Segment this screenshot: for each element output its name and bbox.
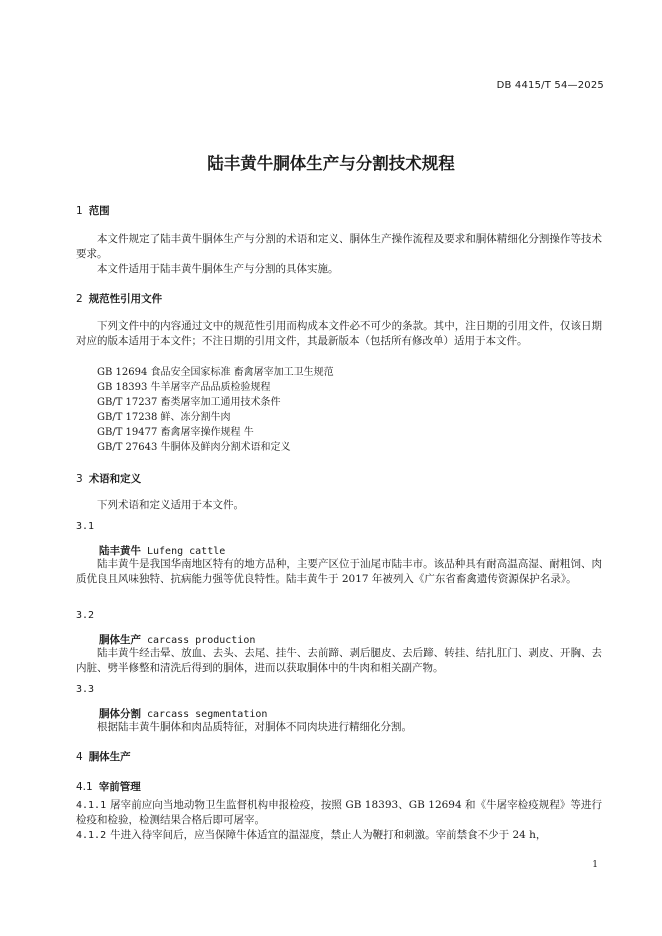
section-number: 2 [76,293,83,305]
section-2-paragraph-1: 下列文件中的内容通过文中的规范性引用而构成本文件必不可少的条款。其中，注日期的引用文件，仅该日期对应的版本适用于本文件；不注日期的引用文件，其最新版本（包括所有修改单）适用于本文件。 [76,320,602,347]
section-3-paragraph-1: 下列术语和定义适用于本文件。 [97,499,244,511]
reference-item: GB 12694 食品安全国家标准 畜禽屠宰加工卫生规范 [97,367,334,378]
term-number: 3.1 [76,521,95,532]
reference-item: GB/T 19477 畜禽屠宰操作规程 牛 [97,427,254,438]
clause-text: 屠宰前应向当地动物卫生监督机构申报检疫，按照 GB 18393、GB 12694 和《牛屠宰检疫规程》等进行检疫和检验，检测结果合格后即可屠宰。 [76,799,602,826]
subsection-4-1-heading [76,779,141,794]
section-title: 胴体生产 [88,751,131,763]
term-name [99,632,255,647]
term-definition: 陆丰黄牛经击晕、放血、去头、去尾、挂牛、去前蹄、剥后腿皮、去后蹄、转挂、结扎肛门、剥皮、开胸、去内脏、劈半修整和清洗后得到的胴体，进而以获取胴体中的牛肉和相关副产物。 [76,647,602,674]
section-title: 术语和定义 [88,473,142,485]
clause-4-1-1 [76,798,602,828]
section-3-heading [76,471,141,486]
section-title: 规范性引用文件 [88,293,163,305]
term-definition: 陆丰黄牛是我国华南地区特有的地方品种，主要产区位于汕尾市陆丰市。该品种具有耐高温高湿、耐粗饲、肉质优良且风味独特、抗病能力强等优良特性。陆丰黄牛于 2017 年被列入《广东省畜禽遗传资源保护名录》。 [76,558,602,585]
term-name [99,706,267,721]
subsection-number: 4.1 [76,781,93,793]
clause-text: 牛进入待宰间后，应当保障牛体适宜的温湿度，禁止人为鞭打和刺激。宰前禁食不少于 24 h， [110,829,547,841]
section-number: 4 [76,751,83,763]
term-number: 3.3 [76,684,95,695]
section-2-heading [76,291,162,306]
term-name-en: Lufeng cattle [147,546,226,557]
document-title: 陆丰黄牛胴体生产与分割技术规程 [207,154,455,173]
subsection-title: 宰前管理 [98,781,141,793]
reference-item: GB/T 27643 牛胴体及鲜肉分割术语和定义 [97,442,291,453]
page-number: 1 [592,860,598,870]
section-1-heading [76,203,110,218]
clause-4-1-2 [76,828,602,843]
reference-item: GB 18393 牛羊屠宰产品品质检验规程 [97,382,271,393]
term-name-zh: 胴体生产 [99,634,141,646]
section-1-paragraph-2: 本文件适用于陆丰黄牛胴体生产与分割的具体实施。 [97,263,339,275]
section-title: 范围 [88,205,110,217]
section-number: 3 [76,473,83,485]
clause-number: 4.1.2 [76,830,107,841]
reference-item: GB/T 17237 畜类屠宰加工通用技术条件 [97,397,281,408]
term-name-en: carcass segmentation [147,709,268,720]
clause-number: 4.1.1 [76,800,107,811]
term-name-en: carcass production [147,635,256,646]
term-name [99,543,225,558]
term-definition: 根据陆丰黄牛胴体和肉品质特征，对胴体不同肉块进行精细化分割。 [97,721,412,733]
term-number: 3.2 [76,610,95,621]
standard-code: DB 4415/T 54—2025 [496,80,604,91]
section-number: 1 [76,205,83,217]
term-name-zh: 陆丰黄牛 [99,545,141,557]
term-name-zh: 胴体分割 [99,708,141,720]
section-4-heading [76,749,131,764]
reference-item: GB/T 17238 鲜、冻分割牛肉 [97,412,231,423]
section-1-paragraph-1: 本文件规定了陆丰黄牛胴体生产与分割的术语和定义、胴体生产操作流程及要求和胴体精细化分割操作等技术要求。 [76,233,602,260]
